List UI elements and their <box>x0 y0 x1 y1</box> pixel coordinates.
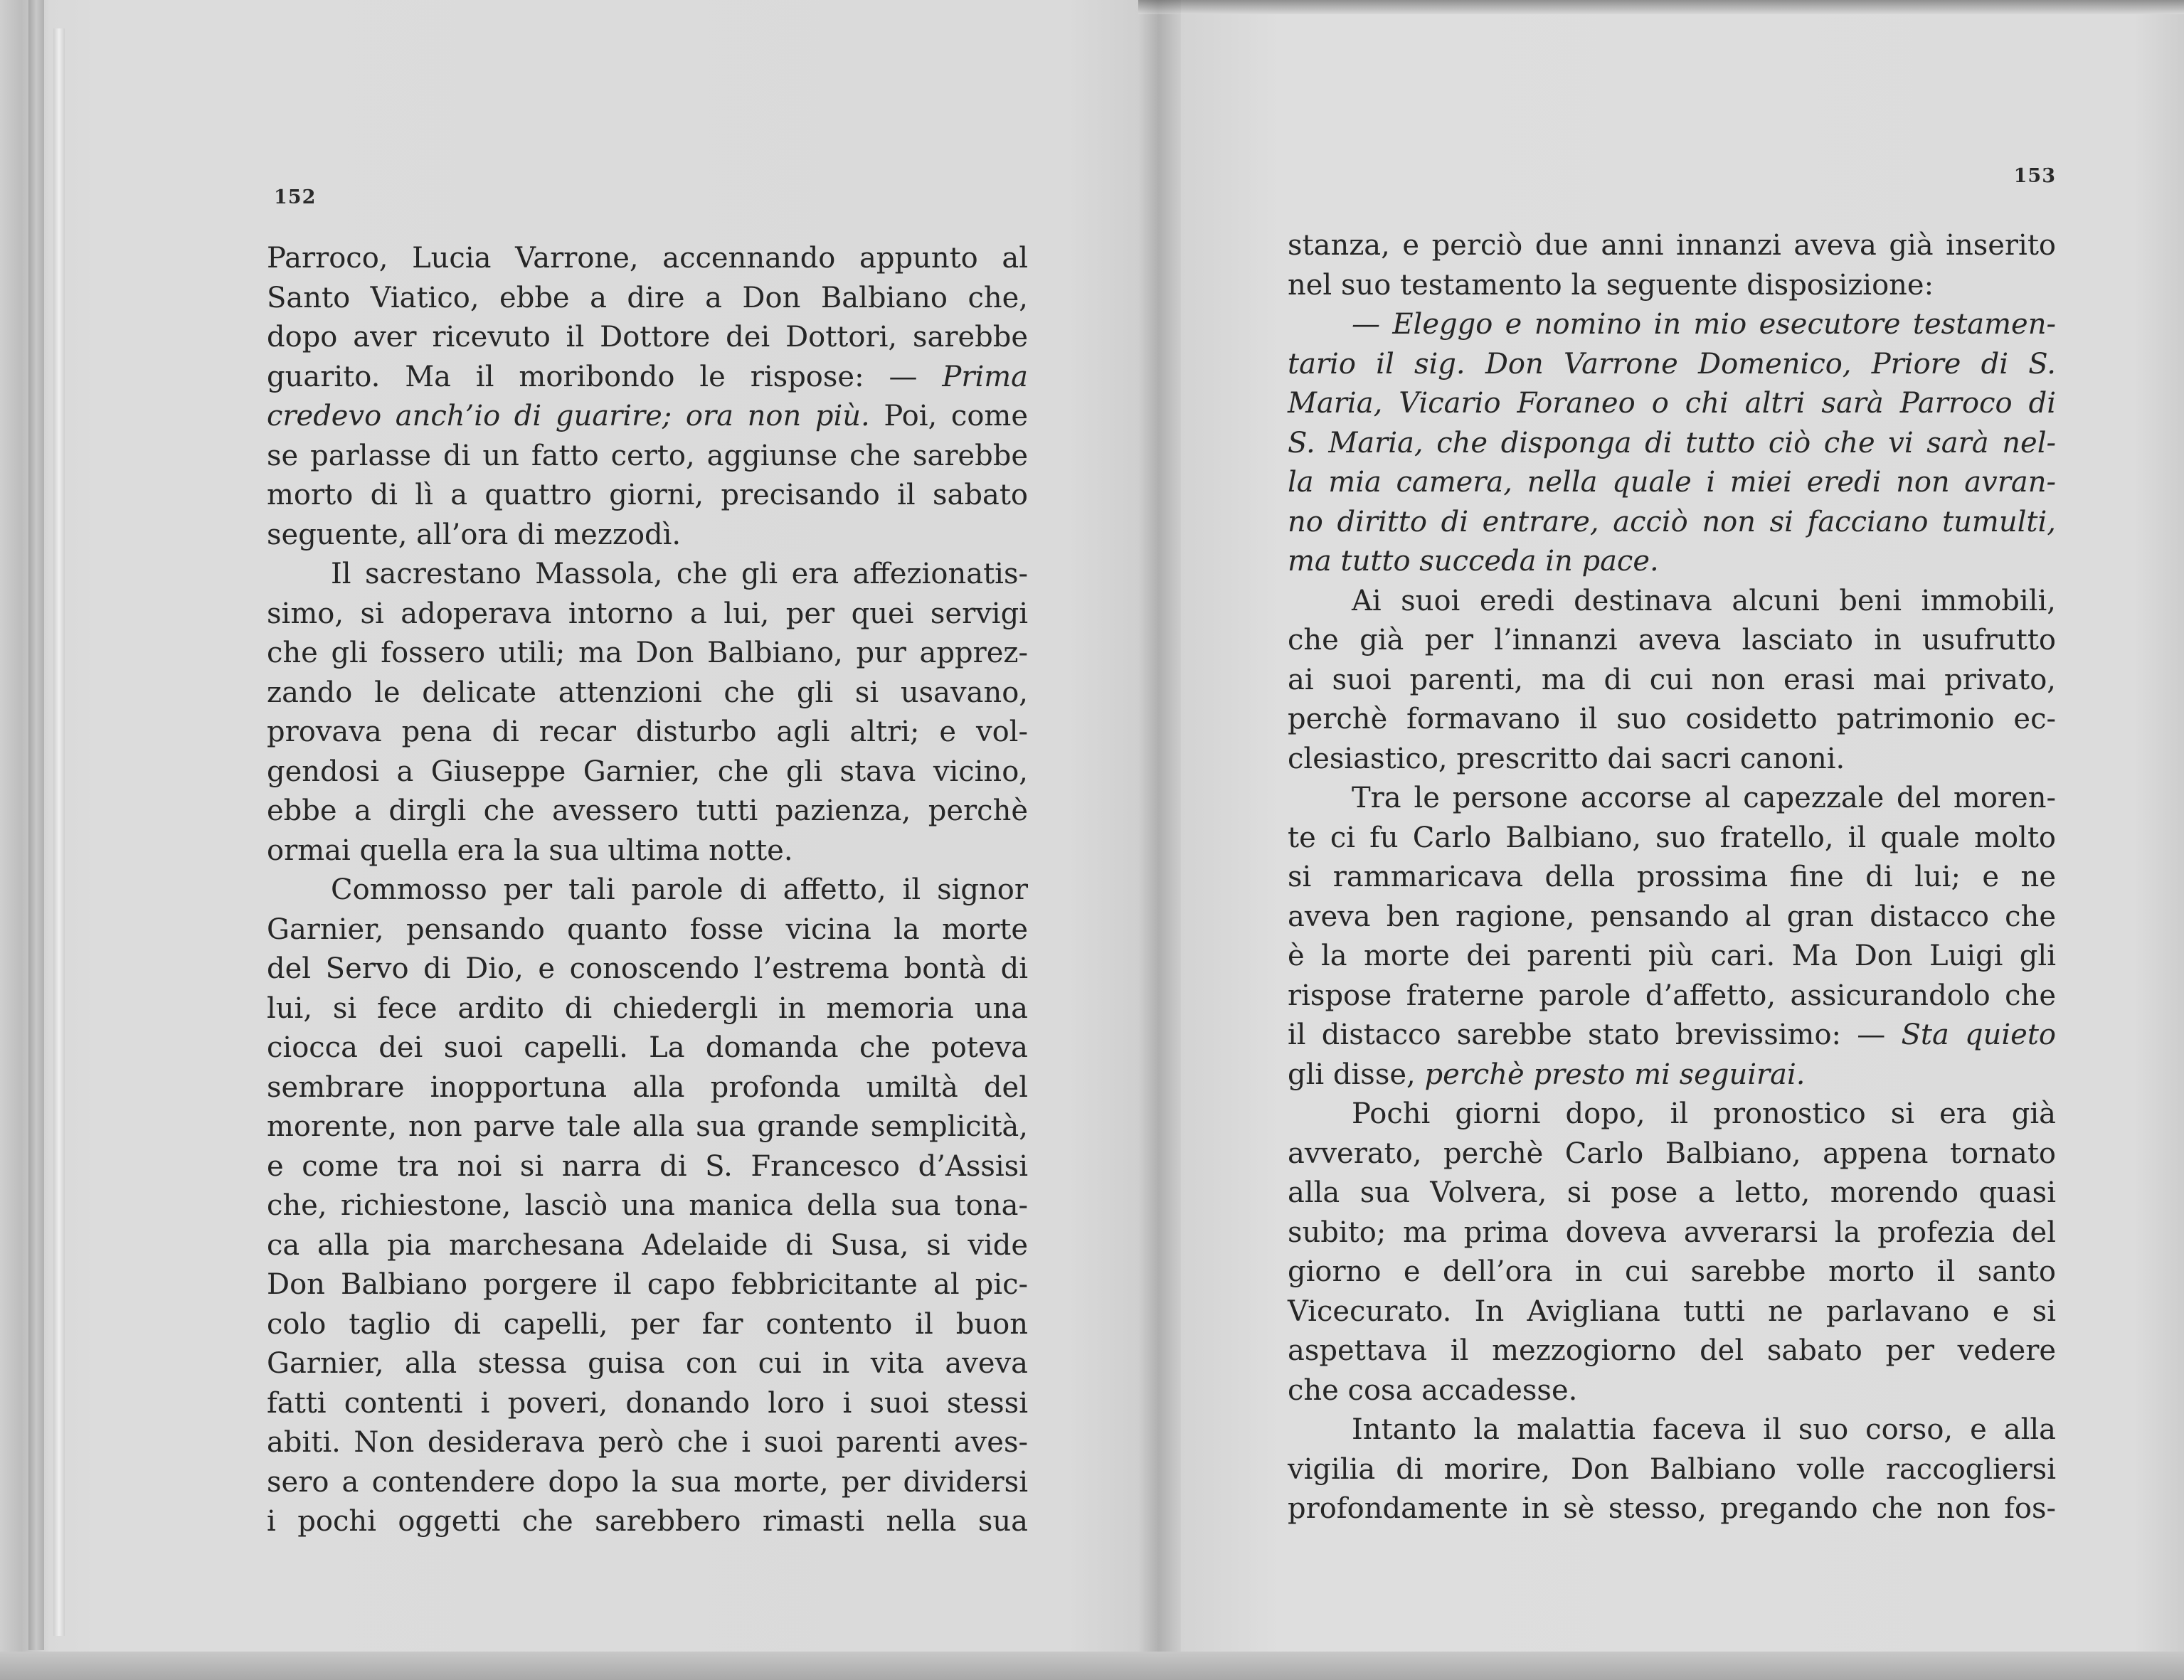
text-line <box>267 397 1028 437</box>
text-line: che, richiestone, lasciò una manica della sua tona- <box>267 1189 1028 1222</box>
text-line: che gli fossero utili; ma Don Balbiano, pur apprez- <box>267 637 1028 669</box>
text-line: e come tra noi si narra di S. Francesco d’Assisi <box>267 1149 1028 1183</box>
text-line: Parroco, Lucia Varrone, accennando appunto al <box>267 242 1028 275</box>
text-line: Maria, Vicario Foraneo o chi altri sarà Parroco di <box>1288 387 2056 420</box>
text-line: gendosi a Giuseppe Garnier, che gli stava vicino, <box>267 755 1028 788</box>
text-line <box>267 358 1028 398</box>
text-line: perchè formavano il suo cosidetto patrimonio ec- <box>1288 703 2056 735</box>
text-line: Ai suoi eredi destinava alcuni beni immobili, <box>1352 584 2056 617</box>
text-line: subito; ma prima doveva avverarsi la profezia del <box>1288 1216 2056 1249</box>
text-line: ca alla pia marchesana Adelaide di Susa, si vide <box>267 1228 1028 1262</box>
text-line <box>1288 1056 2056 1095</box>
text-line: che già per l’innanzi aveva lasciato in usufrutto <box>1288 624 2056 656</box>
text-line: alla sua Volvera, si pose a letto, morendo quasi <box>1288 1176 2056 1209</box>
text-line: Garnier, alla stessa guisa con cui in vita aveva <box>267 1347 1028 1380</box>
text-line: clesiastico, prescritto dai sacri canoni. <box>1288 742 1845 775</box>
text-line: rispose fraterne parole d’affetto, assicurandolo che <box>1288 979 2056 1012</box>
text-line: Pochi giorni dopo, il pronostico si era già <box>1352 1097 2056 1130</box>
text-line: zando le delicate attenzioni che gli si usavano, <box>267 676 1028 709</box>
text-line: lui, si fece ardito di chiedergli in memoria una <box>267 991 1028 1025</box>
text-line: Tra le persone accorse al capezzale del moren- <box>1352 782 2056 814</box>
text-line: Intanto la malattia faceva il suo corso, e alla <box>1352 1413 2056 1446</box>
italic-run: Prima <box>942 360 1029 393</box>
text-line: sero a contendere dopo la sua morte, per dividersi <box>267 1465 1028 1499</box>
text-line: si rammaricava della prossima fine di lui; e ne <box>1288 861 2056 893</box>
text-line: fatti contenti i poveri, donando loro i suoi stessi <box>267 1386 1028 1420</box>
text-line: del Servo di Dio, e conoscendo l’estrema bontà di <box>267 952 1028 985</box>
text-line: simo, si adoperava intorno a lui, per quei servigi <box>267 597 1028 630</box>
text-line: aveva ben ragione, pensando al gran distacco che <box>1288 900 2056 933</box>
book-edge-bottom <box>0 1652 2184 1680</box>
text-line: Il sacrestano Massola, che gli era affezionatis- <box>331 558 1028 590</box>
text-line: stanza, e perciò due anni innanzi aveva già inserito <box>1288 229 2056 262</box>
text-line: ciocca dei suoi capelli. La domanda che poteva <box>267 1031 1028 1064</box>
text-line: la mia camera, nella quale i miei eredi non avran- <box>1288 466 2056 499</box>
text-line: colo taglio di capelli, per far contento il buon <box>267 1307 1028 1341</box>
page-stack-edge <box>53 28 65 1636</box>
text-line: se parlasse di un fatto certo, aggiunse che sarebbe <box>267 439 1028 472</box>
text-line: ma tutto succeda in pace. <box>1288 545 1659 578</box>
page-text <box>1288 226 2056 1529</box>
text-line: abiti. Non desiderava però che i suoi parenti aves- <box>267 1426 1028 1459</box>
text-line: ebbe a dirgli che avessero tutti pazienza, perchè <box>267 794 1028 827</box>
text-line: morente, non parve tale alla sua grande semplicità, <box>267 1110 1028 1143</box>
text-line: te ci fu Carlo Balbiano, suo fratello, il quale molto <box>1288 821 2056 854</box>
text-line: dopo aver ricevuto il Dottore dei Dottori, sarebbe <box>267 321 1028 353</box>
text-line: S. Maria, che disponga di tutto ciò che vi sarà nel- <box>1288 426 2056 459</box>
italic-run: credevo anch’io di guarire; ora non più. <box>267 400 870 432</box>
italic-run: perchè presto mi seguirai. <box>1424 1058 1806 1091</box>
text-line: morto di lì a quattro giorni, precisando il sabato <box>267 479 1028 511</box>
text-line: aspettava il mezzogiorno del sabato per vedere <box>1288 1334 2056 1367</box>
text-line: tario il sig. Don Varrone Domenico, Priore di S. <box>1288 347 2056 381</box>
text-line: vigilia di morire, Don Balbiano volle raccogliersi <box>1288 1452 2056 1486</box>
text-line: giorno e dell’ora in cui sarebbe morto il santo <box>1288 1255 2056 1288</box>
text-line: è la morte dei parenti più cari. Ma Don Luigi gli <box>1288 940 2056 972</box>
text-run: il distacco sarebbe stato brevissimo: — <box>1288 1019 1886 1051</box>
book-edge-left <box>28 0 44 1650</box>
text-line: che cosa accadesse. <box>1288 1373 1578 1407</box>
text-line: provava pena di recar disturbo agli altri; e vol- <box>267 716 1028 748</box>
text-line: avverato, perchè Carlo Balbiano, appena tornato <box>1288 1137 2056 1170</box>
text-line: no diritto di entrare, acciò non si facciano tumulti, <box>1288 505 2056 538</box>
text-run: gli disse, <box>1288 1058 1425 1091</box>
text-line <box>1288 1016 2056 1056</box>
text-run: guarito. Ma il moribondo le rispose: — <box>267 360 918 393</box>
page-number: 152 <box>274 186 317 208</box>
text-line: Don Balbiano porgere il capo febbricitante al pic- <box>267 1268 1028 1301</box>
book-edge-top <box>1138 0 2184 14</box>
text-line: Santo Viatico, ebbe a dire a Don Balbiano che, <box>267 281 1028 314</box>
text-run: Poi, come <box>869 400 1028 432</box>
text-line: Garnier, pensando quanto fosse vicina la morte <box>267 913 1028 946</box>
page-number: 153 <box>2013 165 2056 187</box>
text-line: ormai quella era la sua ultima notte. <box>267 834 793 867</box>
text-line: Vicecurato. In Avigliana tutti ne parlavano e si <box>1288 1294 2056 1328</box>
text-line: ai suoi parenti, ma di cui non erasi mai privato, <box>1288 663 2056 696</box>
text-line: sembrare inopportuna alla profonda umiltà del <box>267 1070 1028 1104</box>
text-line: seguente, all’ora di mezzodì. <box>267 518 682 551</box>
page-text <box>267 239 1028 1542</box>
book-gutter <box>1138 0 1181 1680</box>
text-line: profondamente in sè stesso, pregando che non fos- <box>1288 1492 2056 1525</box>
text-line: i pochi oggetti che sarebbero rimasti nella sua <box>267 1505 1028 1538</box>
italic-run: Sta quieto <box>1901 1019 2057 1051</box>
text-line: Commosso per tali parole di affetto, il signor <box>331 873 1028 906</box>
text-line: nel suo testamento la seguente disposizione: <box>1288 268 1934 302</box>
text-line: — Eleggo e nomino in mio esecutore testamen- <box>1352 308 2056 341</box>
